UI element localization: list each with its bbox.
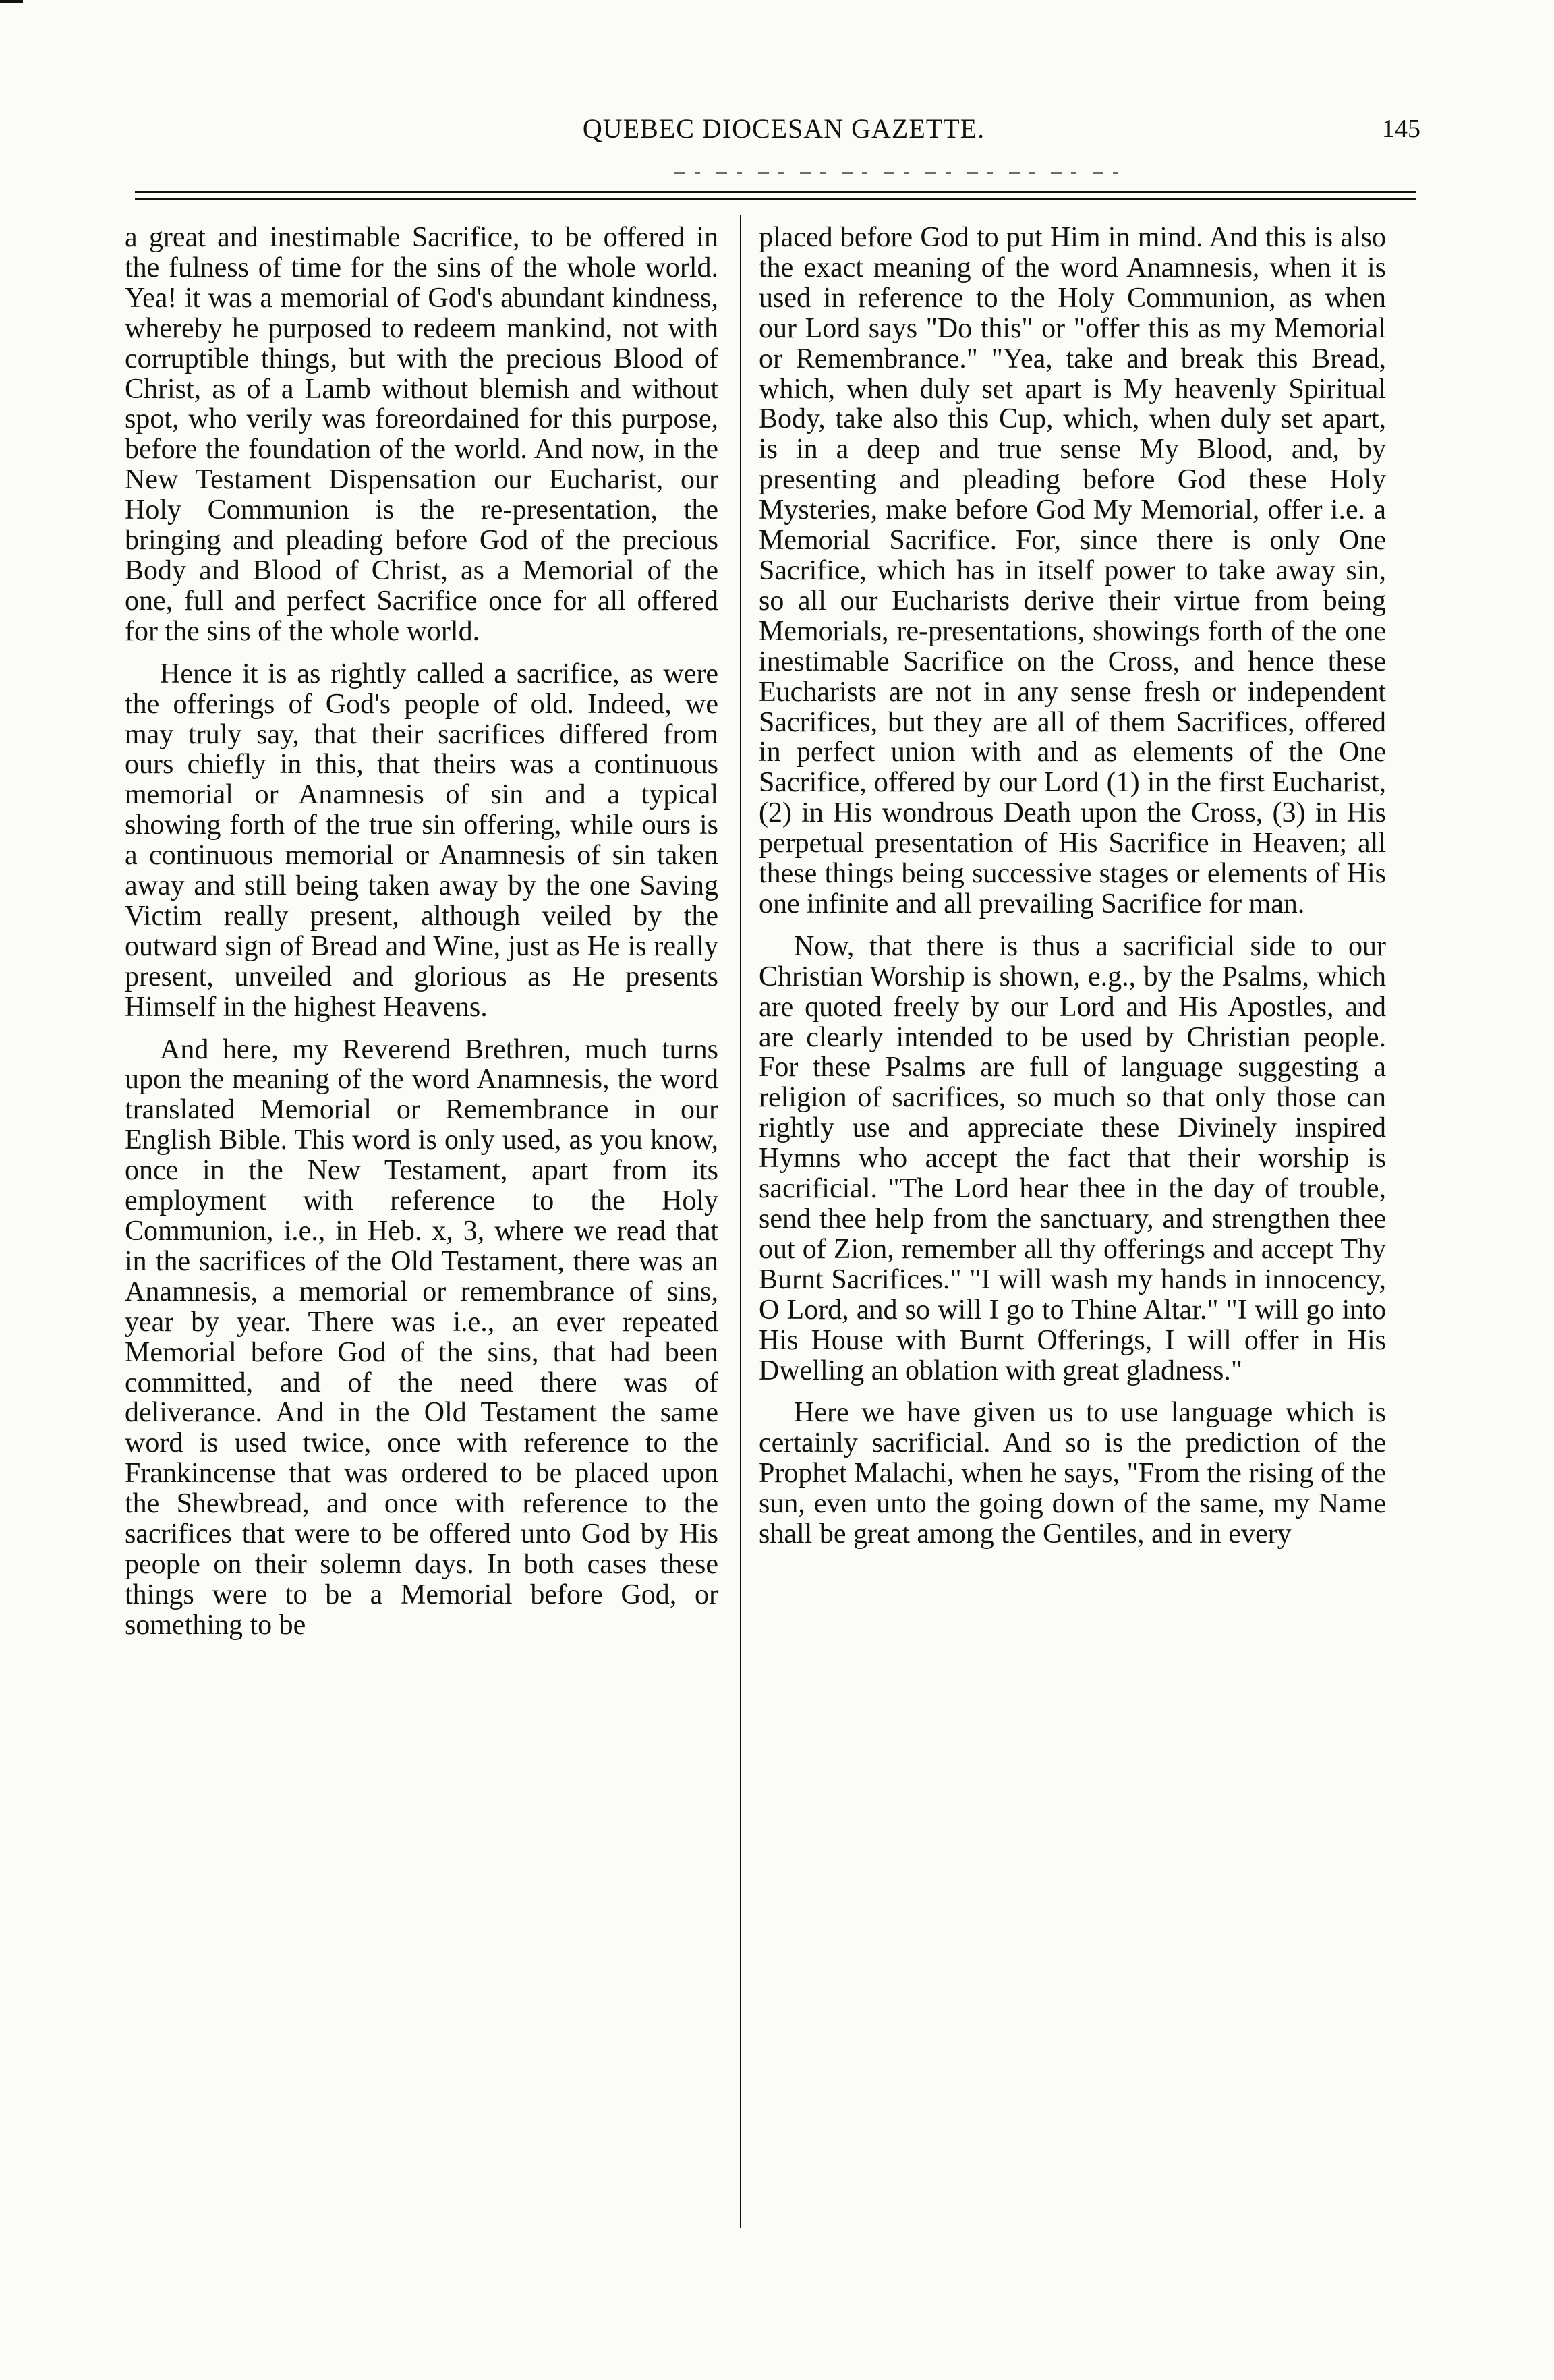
right-paragraph-3: Here we have given us to use language which is certainly sacrificial. And so is the prediction of the Prophet Malachi, when he says, "From the rising of the sun, even unto the going down of the same, my Name shall be great among the Gentiles, and in every xyxy=(759,1397,1386,1550)
right-column xyxy=(759,223,1386,1550)
column-divider xyxy=(740,215,741,2228)
right-paragraph-2: Now, that there is thus a sacrificial side to our Christian Worship is shown, e.g., by the Psalms, which are quoted freely by our Lord and His Apostles, and are clearly intended to be used by Christian people. For these Psalms are full of language suggesting a religion of sacrifices, so much so that only those can rightly use and appreciate these Divinely inspired Hymns who accept the fact that their worship is sacrificial. "The Lord hear thee in the day of trouble, send thee help from the sanctuary, and strengthen thee out of Zion, remember all thy offerings and accept Thy Burnt Sacrifices." "I will wash my hands in innocency, O Lord, and so will I go to Thine Altar." "I will go into His House with Burnt Offerings, I will offer in His Dwelling an oblation with great gladness." xyxy=(759,930,1386,1386)
publication-title: QUEBEC DIOCESAN GAZETTE. xyxy=(582,113,985,144)
page-header xyxy=(121,111,1446,159)
left-paragraph-2: Hence it is as rightly called a sacrifice, as were the offerings of God's people of old. Indeed, we may truly say, that their sacrifices differed from ours chiefly in this, that theirs was a continuous memorial or Anamnesis of sin and a typical showing forth of the true sin offering, while ours is a continuous memorial or Anamnesis of sin taken away and still being taken away by the one Saving Victim really present, although veiled by the outward sign of Bread and Wine, just as He is really present, unveiled and glorious as He presents Himself in the highest Heavens. xyxy=(125,658,718,1023)
left-paragraph-3: And here, my Reverend Brethren, much turns upon the meaning of the word Anamnesis, the word translated Memorial or Remembrance in our English Bible. This word is only used, as you know, once in the New Testament, apart from its employment with reference to the Holy Communion, i.e., in Heb. x, 3, where we read that in the sacrifices of the Old Testament, there was an Anamnesis, a memorial or remembrance of sins, year by year. There was i.e., an ever repeated Memorial before God of the sins, that had been committed, and of the need there was of deliverance. And in the Old Testament the same word is used twice, once with reference to the Frankincense that was ordered to be placed upon the Shewbread, and once with reference to the sacrifices that were to be offered unto God by His people on their solemn days. In both cases these things were to be a Memorial before God, or something to be xyxy=(125,1033,718,1641)
right-paragraph-1: placed before God to put Him in mind. And this is also the exact meaning of the word Anamnesis, when it is used in reference to the Holy Communion, as when our Lord says "Do this" or "offer this as my Memorial or Remembrance." "Yea, take and break this Bread, which, when duly set apart is My heavenly Spiritual Body, take also this Cup, which, when duly set apart, is in a deep and true sense My Blood, and, by presenting and pleading before God these Holy Mysteries, make before God My Memorial, offer i.e. a Memorial Sacrifice. For, since there is only One Sacrifice, which has in itself power to take away sin, so all our Eucharists derive their virtue from being Memorials, re-presentations, showings forth of the one inestimable Sacrifice on the Cross, and hence these Eucharists are not in any sense fresh or independent Sacrifices, but they are all of them Sacrifices, offered in perfect union with and as elements of the One Sacrifice, offered by our Lord (1) in the first Eucharist, (2) in His wondrous Death upon the Cross, (3) in His perpetual presentation of His Sacrifice in Heaven; all these things being successive stages or elements of His one infinite and all prevailing Sacrifice for man. xyxy=(759,222,1386,919)
header-rule xyxy=(135,191,1416,200)
left-paragraph-1: a great and inestimable Sacrifice, to be offered in the fulness of time for the sins of the whole world. Yea! it was a memorial of God's abundant kindness, whereby he purposed to redeem mankind, not with corruptible things, but with the precious Blood of Christ, as of a Lamb without blemish and without spot, who verily was foreordained for this purpose, before the foundation of the world. And now, in the New Testament Dispensation our Eucharist, our Holy Communion is the re-presentation, the bringing and pleading before God of the precious Body and Blood of Christ, as a Memorial of the one, full and perfect Sacrifice once for all offered for the sins of the whole world. xyxy=(125,222,718,647)
page-number: 145 xyxy=(1382,115,1420,143)
header-rule-artifact xyxy=(674,172,1120,174)
scan-corner-mark xyxy=(0,0,23,3)
left-column xyxy=(125,223,718,1641)
